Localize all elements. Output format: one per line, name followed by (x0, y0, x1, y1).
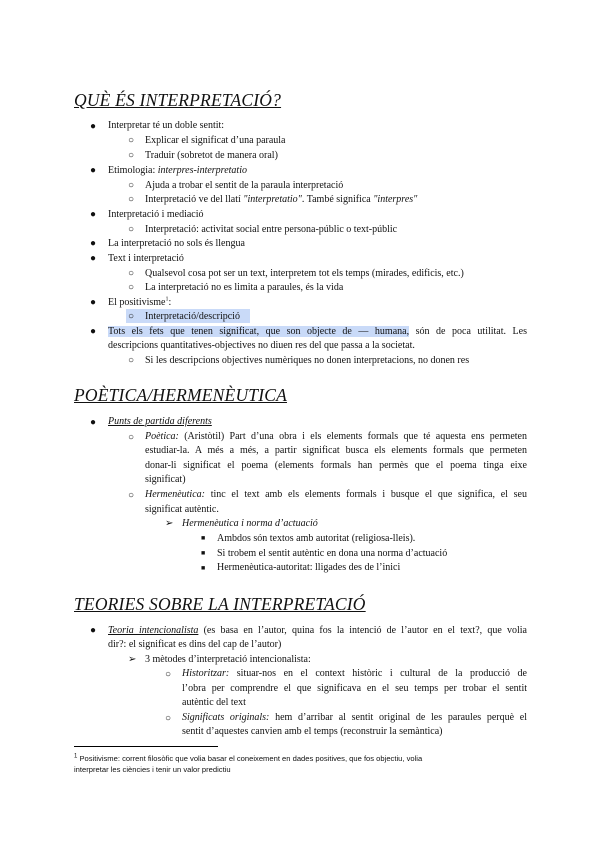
list-item: Si les descripcions objectives numèriques no donen interpretacions, no donen res (145, 355, 470, 366)
text-run: Positivisme: corrent filosòfic que volia basar el coneixement en dades positives, que fos objectiu, volia (77, 754, 423, 763)
bullet-circle: ○ (128, 180, 135, 191)
paragraph-line (182, 667, 527, 680)
text-run-italic: Hermenèutica i norma d’actuació (182, 518, 318, 529)
bullet-disc: ● (90, 625, 97, 636)
bullet-circle: ○ (128, 490, 135, 501)
footnote-separator (74, 746, 218, 747)
text-run: : (168, 297, 172, 308)
text-run: Etimologia: (108, 165, 158, 176)
list-item: 3 mètodes d’interpretació intencionalista: (145, 654, 311, 665)
list-item: Interpretació i mediació (108, 209, 204, 220)
bullet-disc: ● (90, 326, 97, 337)
paragraph-line: donar-li significat el poema (elements formals han permès que el poema tinga eixe (145, 460, 527, 471)
bullet-disc: ● (90, 253, 97, 264)
paragraph-line: significat) (145, 474, 186, 485)
bullet-disc: ● (90, 238, 97, 249)
bullet-circle: ○ (128, 355, 135, 366)
text-run-italic: "interpres" (373, 194, 418, 205)
text-run: . També significa (301, 194, 374, 205)
list-item (108, 164, 247, 177)
footnote-line (74, 753, 422, 764)
bullet-disc: ● (90, 121, 97, 132)
text-run: tinc el text amb els elements formals i busque el que significa, el seu (204, 489, 527, 500)
bullet-circle: ○ (128, 432, 135, 443)
list-item: Qualsevol cosa pot ser un text, interpretem tot els temps (mirades, edificis, etc.) (145, 268, 464, 279)
list-item: Traduir (sobretot de manera oral) (145, 150, 278, 161)
bullet-circle: ○ (165, 669, 172, 680)
text-run-italic: Hermenèutica: (145, 489, 205, 500)
paragraph-line (108, 624, 527, 637)
list-item: Si trobem el sentit autèntic en dona una norma d’actuació (217, 548, 448, 559)
list-item: Text i interpretació (108, 253, 184, 264)
bullet-arrow: ➢ (128, 654, 137, 665)
bullet-circle: ○ (128, 150, 135, 161)
text-run-italic: Historitzar: (182, 668, 230, 679)
bullet-arrow: ➢ (165, 518, 174, 529)
bullet-disc: ● (90, 417, 97, 428)
paragraph-line (108, 325, 527, 338)
footnote-ref: 1 (165, 296, 169, 303)
bullet-square: ■ (201, 549, 206, 557)
list-item (108, 296, 171, 309)
text-run: situar-nos en el context històric i cultural de la producció de (229, 668, 527, 679)
paragraph-line (145, 488, 527, 501)
list-item: Hermenèutica-autoritat: lligades des de l’inici (217, 562, 401, 573)
section-title-poetica: POÈTICA/HERMENÈUTICA (74, 385, 288, 405)
footnote-number: 1 (74, 753, 78, 760)
paragraph-line: descripcions quantitatives-objectives no diuen res del que passa a la societat. (108, 340, 415, 351)
list-item (108, 415, 212, 428)
bullet-circle: ○ (128, 268, 135, 279)
bullet-square: ■ (201, 534, 206, 542)
list-item: Ambdos són textos amb autoritat (religiosa-lleis). (217, 533, 416, 544)
bullet-circle: ○ (128, 311, 135, 322)
paragraph-line: sentit d’aquestes canvien amb el temps (reconstruir la semàntica) (182, 726, 443, 737)
list-item (182, 517, 318, 530)
list-item: Explicar el significat d’una paraula (145, 135, 286, 146)
bullet-disc: ● (90, 209, 97, 220)
text-run-italic: "interpretatio" (243, 194, 302, 205)
section-title-teories: TEORIES SOBRE LA INTERPRETACIÓ (74, 594, 366, 614)
text-run: (es basa en l’autor, quina fos la intenció de l’autor en el text?, que volia (198, 625, 527, 636)
list-item (145, 193, 417, 206)
footnote-line: interpretar les ciències i tenir un valor predictiu (74, 765, 231, 774)
highlighted-text: Tots els fets que tenen significat, que son objecte de — humana, (108, 326, 410, 337)
list-item: Interpretar té un doble sentit: (108, 120, 225, 131)
text-run-italic: Poètica: (145, 431, 179, 442)
paragraph-line: estudiar-la. A més a més, a partir significat busca els elements formals que permeten (145, 445, 527, 456)
bullet-square: ■ (201, 564, 206, 572)
text-run-italic: interpres-interpretatio (157, 165, 247, 176)
paragraph-line: significat autèntic. (145, 504, 219, 515)
paragraph-line (145, 430, 527, 443)
paragraph-line: l’obra per comprendre el que significava en el seu temps per trobar el sentit (182, 683, 527, 694)
text-run: (Aristòtil) Part d’una obra i els elements formals que té aquesta ens permeten (178, 431, 527, 442)
text-run: són de poca utilitat. Les (409, 326, 527, 337)
list-item: Interpretació/descripció (145, 311, 240, 322)
text-run-italic: Teoria intencionalista (108, 625, 199, 636)
text-run: El positivisme (108, 297, 166, 308)
paragraph-line: dir?: el significat es dins del cap de l’autor) (108, 639, 282, 650)
bullet-circle: ○ (128, 224, 135, 235)
list-item: La interpretació no sols és llengua (108, 238, 245, 249)
text-run-italic: Punts de partida diferents (108, 416, 212, 427)
list-item: Ajuda a trobar el sentit de la paraula interpretació (145, 180, 344, 191)
text-run-italic: Significats originals: (182, 712, 270, 723)
bullet-circle: ○ (128, 135, 135, 146)
list-item: La interpretació no es limita a paraules, és la vida (145, 282, 344, 293)
bullet-circle: ○ (165, 713, 172, 724)
bullet-disc: ● (90, 297, 97, 308)
list-item: Interpretació: activitat social entre persona-públic o text-públic (145, 224, 398, 235)
text-run: Interpretació ve del llatí (145, 194, 244, 205)
paragraph-line (182, 711, 527, 724)
paragraph-line: autèntic del text (182, 697, 246, 708)
bullet-circle: ○ (128, 282, 135, 293)
bullet-circle: ○ (128, 194, 135, 205)
section-title-interpretacio: QUÈ ÉS INTERPRETACIÓ? (74, 90, 282, 110)
text-run: hem d’arribar al sentit original de les paraules perquè el (269, 712, 527, 723)
bullet-disc: ● (90, 165, 97, 176)
